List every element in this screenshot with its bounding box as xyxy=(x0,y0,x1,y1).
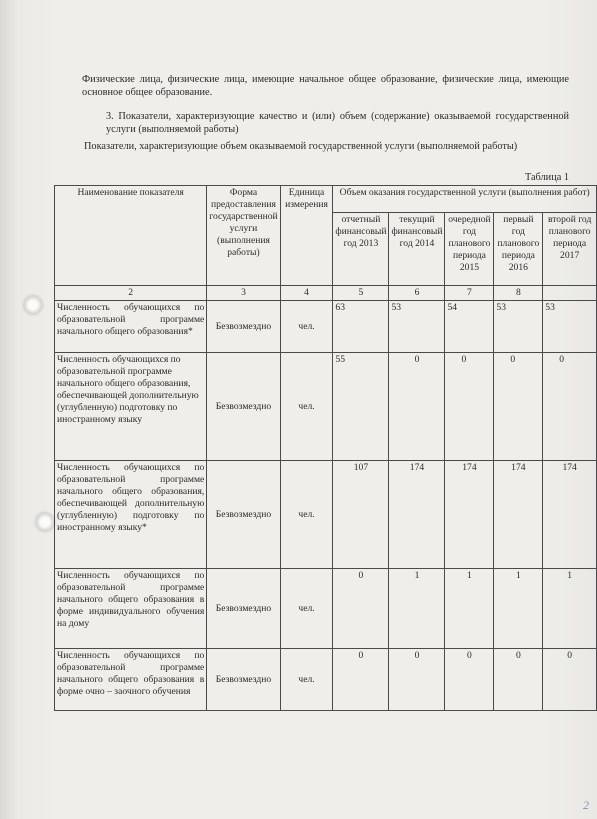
unit: чел. xyxy=(280,649,333,711)
value-2015: 0 xyxy=(445,353,494,461)
service-form: Безвозмездно xyxy=(207,461,280,569)
service-form: Безвозмездно xyxy=(207,569,280,649)
value-2014: 53 xyxy=(389,301,445,353)
unit: чел. xyxy=(280,461,333,569)
indicator-name: Численность обучающихся по образовательной программе начального общего образования, обеспечивающей дополнительную (углубленную) подготовку по иностранному языку xyxy=(55,353,207,461)
value-2014: 174 xyxy=(389,461,445,569)
value-2015: 1 xyxy=(445,569,494,649)
column-number: 3 xyxy=(207,286,280,301)
header-year-2013: отчетный финансовый год 2013 xyxy=(333,213,389,286)
column-number: 7 xyxy=(445,286,494,301)
volume-table xyxy=(54,185,597,711)
column-number: 6 xyxy=(389,286,445,301)
value-2017: 174 xyxy=(543,461,597,569)
table-row xyxy=(55,301,597,353)
indicator-name: Численность обучающихся по образовательной программе начального общего образования* xyxy=(55,301,207,353)
value-2016: 53 xyxy=(494,301,543,353)
header-year-2017: второй год планового периода 2017 xyxy=(543,213,597,286)
header-year-2016: первый год планового периода 2016 xyxy=(494,213,543,286)
value-2015: 0 xyxy=(445,649,494,711)
column-number: 2 xyxy=(55,286,207,301)
indicator-name: Численность обучающихся по образовательной программе начального общего образования в форме индивидуального обучения на дому xyxy=(55,569,207,649)
value-2013: 107 xyxy=(333,461,389,569)
value-2013: 0 xyxy=(333,569,389,649)
unit: чел. xyxy=(280,569,333,649)
punch-hole xyxy=(36,513,54,531)
value-2014: 0 xyxy=(389,353,445,461)
header-indicator: Наименование показателя xyxy=(55,186,207,286)
value-2014: 1 xyxy=(389,569,445,649)
header-year-2015: очередной год планового периода 2015 xyxy=(445,213,494,286)
table-caption: Таблица 1 xyxy=(524,172,569,183)
punch-hole xyxy=(24,296,42,314)
value-2015: 174 xyxy=(445,461,494,569)
subsection-heading: Показатели, характеризующие объем оказываемой государственной услуги (выполняемой работы) xyxy=(84,141,518,152)
value-2017: 0 xyxy=(543,649,597,711)
column-number xyxy=(543,286,597,301)
column-number-row xyxy=(55,286,597,301)
value-2013: 63 xyxy=(333,301,389,353)
value-2017: 53 xyxy=(543,301,597,353)
value-2016: 174 xyxy=(494,461,543,569)
intro-paragraph: Физические лица, физические лица, имеющие начальное общее образование, физические лица, имеющие основное общее образование. xyxy=(82,74,569,98)
indicator-name: Численность обучающихся по образовательной программе начального общего образования в форме очно – заочного обучения xyxy=(55,649,207,711)
value-2015: 54 xyxy=(445,301,494,353)
header-row xyxy=(55,186,597,213)
unit: чел. xyxy=(280,353,333,461)
service-form: Безвозмездно xyxy=(207,301,280,353)
service-form: Безвозмездно xyxy=(207,649,280,711)
column-number: 4 xyxy=(280,286,333,301)
section-heading: 3. Показатели, характеризующие качество и (или) объем (содержание) оказываемой государственной услуги (выполняемой работы) xyxy=(106,111,569,135)
value-2016: 1 xyxy=(494,569,543,649)
value-2017: 1 xyxy=(543,569,597,649)
column-number: 8 xyxy=(494,286,543,301)
value-2017: 0 xyxy=(543,353,597,461)
page-mark: 2 xyxy=(583,798,589,812)
value-2016: 0 xyxy=(494,353,543,461)
header-form: Форма предоставления государственной услуги (выполнения работы) xyxy=(207,186,280,286)
column-number: 5 xyxy=(333,286,389,301)
unit: чел. xyxy=(280,301,333,353)
value-2016: 0 xyxy=(494,649,543,711)
value-2013: 55 xyxy=(333,353,389,461)
header-unit: Единица измерения xyxy=(280,186,333,286)
indicator-name: Численность обучающихся по образовательной программе начального общего образования, обеспечивающей дополнительную (углубленную) подготовку по иностранному языку* xyxy=(55,461,207,569)
table-row xyxy=(55,569,597,649)
value-2014: 0 xyxy=(389,649,445,711)
value-2013: 0 xyxy=(333,649,389,711)
service-form: Безвозмездно xyxy=(207,353,280,461)
header-year-2014: текущий финансовый год 2014 xyxy=(389,213,445,286)
table-row xyxy=(55,649,597,711)
table-row xyxy=(55,353,597,461)
header-volume: Объем оказания государственной услуги (выполнения работ) xyxy=(333,186,597,213)
table-row xyxy=(55,461,597,569)
